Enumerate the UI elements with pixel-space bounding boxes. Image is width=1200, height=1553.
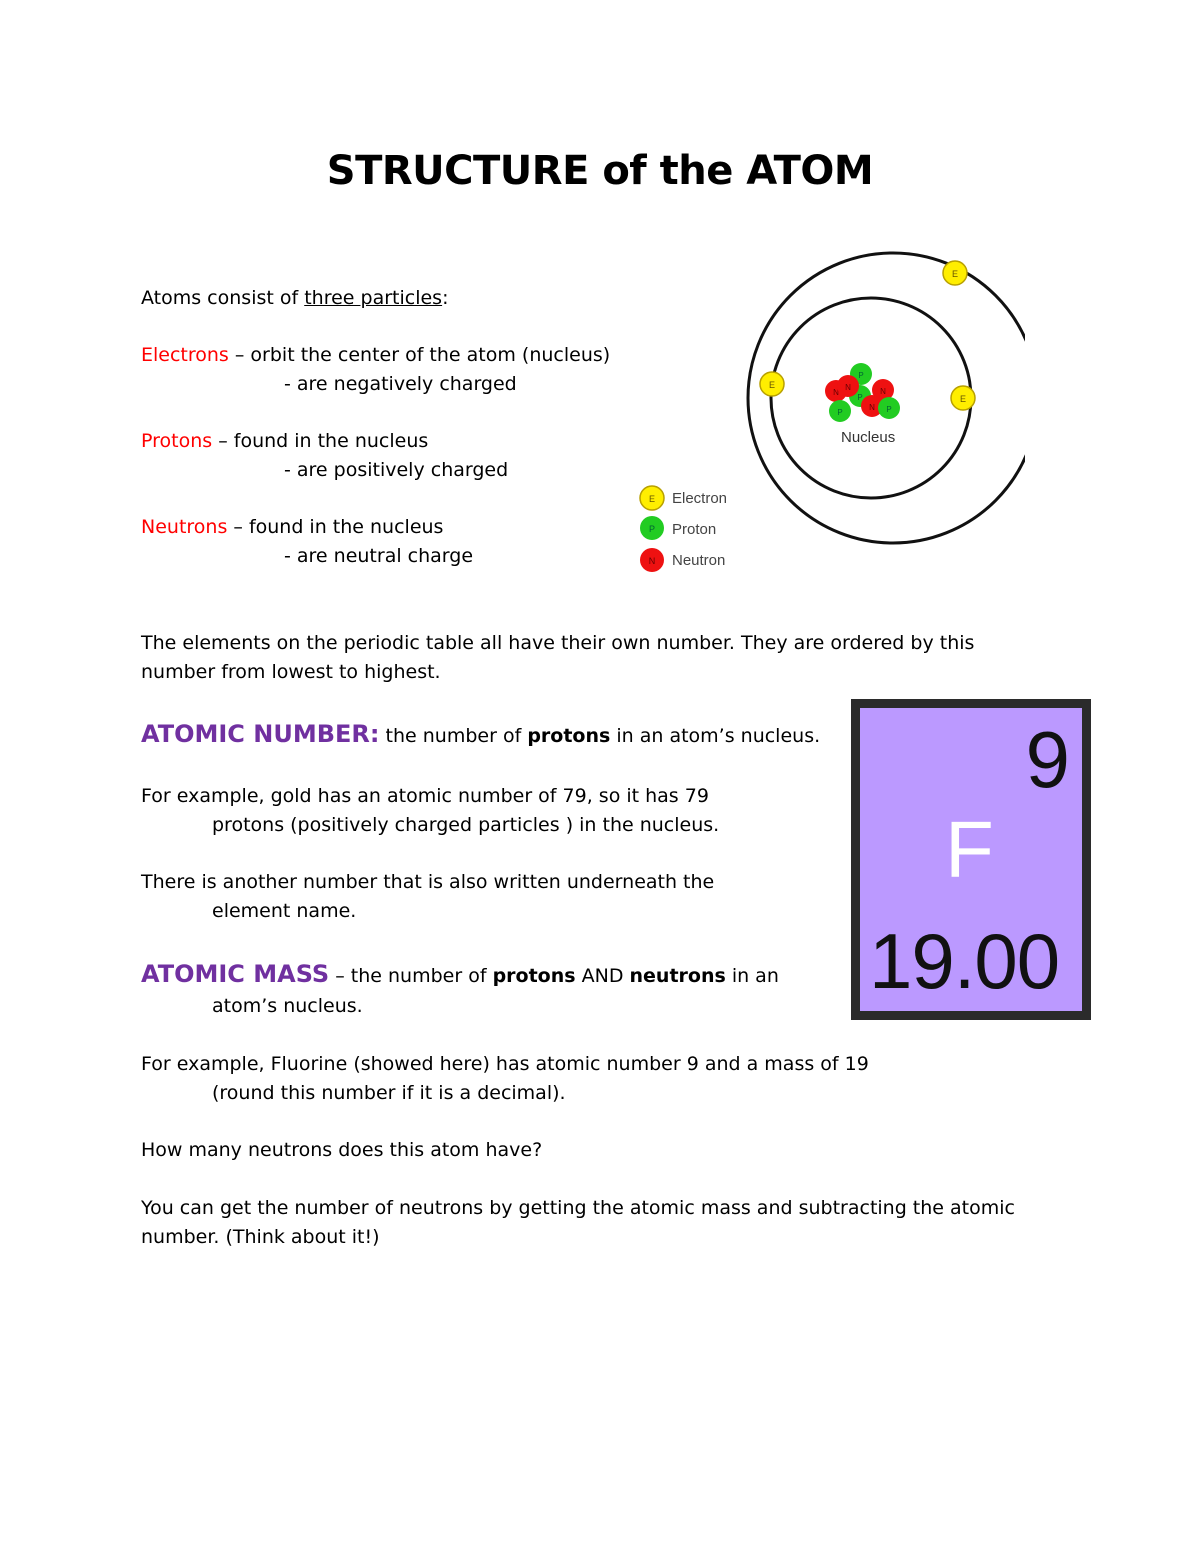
atomic-mass-line2: atom’s nucleus. <box>212 995 363 1017</box>
svg-text:E: E <box>951 269 959 279</box>
svg-text:Proton: Proton <box>672 521 717 538</box>
svg-text:P: P <box>857 393 863 402</box>
neutron-particle <box>837 375 859 397</box>
svg-text:P: P <box>648 524 656 534</box>
protons-term: Protons <box>141 430 213 452</box>
periodic-intro-line2: number from lowest to highest. <box>141 661 441 683</box>
atom-diagram <box>625 238 1025 583</box>
atomic-mass-def-c: AND <box>575 965 630 987</box>
gold-example-line1: For example, gold has an atomic number of 79, so it has 79 <box>141 785 709 807</box>
conclusion-line2: number. (Think about it!) <box>141 1226 380 1248</box>
page-title: STRUCTURE of the ATOM <box>326 148 874 194</box>
neutrons-term: Neutrons <box>141 516 228 538</box>
legend-electron <box>640 486 727 510</box>
another-number-line1: There is another number that is also written underneath the <box>141 871 715 893</box>
intro-text: Atoms consist of <box>141 287 305 309</box>
atomic-mass-def-neutrons: neutrons <box>629 965 726 987</box>
atomic-mass-heading: ATOMIC MASS <box>141 960 330 988</box>
element-atomic-mass: 19.00 <box>869 917 1060 1005</box>
electrons-term: Electrons <box>141 344 229 366</box>
proton-particle <box>829 400 851 422</box>
atomic-mass-def-protons: protons <box>492 965 576 987</box>
electron-particle <box>760 372 784 396</box>
legend-neutron <box>640 548 725 572</box>
gold-example-line2: protons (positively charged particles ) in the nucleus. <box>212 814 720 836</box>
neutrons-definition <box>141 513 443 542</box>
protons-desc: – found in the nucleus <box>212 430 429 452</box>
svg-text:N: N <box>880 387 886 396</box>
svg-text:P: P <box>837 408 843 417</box>
proton-particle <box>878 397 900 419</box>
neutrons-question: How many neutrons does this atom have? <box>141 1139 543 1161</box>
nucleus-label: Nucleus <box>841 429 896 446</box>
diagram-legend <box>640 486 727 572</box>
atomic-mass-def-a: – the number of <box>329 965 493 987</box>
atomic-number-def-a: the number of <box>385 725 528 747</box>
atomic-number-heading: ATOMIC NUMBER: <box>141 720 380 748</box>
atomic-number-definition <box>141 720 820 751</box>
intro-line <box>141 284 449 313</box>
svg-text:E: E <box>768 380 776 390</box>
svg-text:N: N <box>869 403 875 412</box>
conclusion-line1: You can get the number of neutrons by getting the atomic mass and subtracting the atomic <box>141 1197 1015 1219</box>
atomic-number-def-c: in an atom’s nucleus. <box>610 725 821 747</box>
neutrons-charge: - are neutral charge <box>284 545 474 567</box>
neutrons-desc: – found in the nucleus <box>227 516 444 538</box>
electrons-definition <box>141 341 610 370</box>
svg-text:P: P <box>858 371 864 380</box>
svg-text:Neutron: Neutron <box>672 552 726 569</box>
electrons-desc: – orbit the center of the atom (nucleus) <box>228 344 611 366</box>
atomic-mass-def-e: in an <box>725 965 779 987</box>
svg-text:N: N <box>648 556 656 566</box>
protons-charge: - are positively charged <box>284 459 509 481</box>
electron-particle <box>951 386 975 410</box>
intro-colon: : <box>442 287 449 309</box>
svg-text:Electron: Electron <box>672 490 728 507</box>
svg-text:P: P <box>886 405 892 414</box>
electrons-charge: - are negatively charged <box>284 373 517 395</box>
svg-text:N: N <box>833 388 839 397</box>
another-number-line2: element name. <box>212 900 357 922</box>
atomic-mass-definition <box>141 960 779 991</box>
svg-text:N: N <box>845 383 851 392</box>
atomic-number-def-protons: protons <box>527 725 611 747</box>
fluorine-example-line2: (round this number if it is a decimal). <box>212 1082 566 1104</box>
electron-particle <box>943 261 967 285</box>
fluorine-example-line1: For example, Fluorine (showed here) has atomic number 9 and a mass of 19 <box>141 1053 869 1075</box>
element-atomic-number: 9 <box>1025 715 1070 804</box>
element-symbol: F <box>945 805 994 894</box>
svg-text:E: E <box>959 394 967 404</box>
protons-definition <box>141 427 428 456</box>
nucleus <box>825 363 900 422</box>
intro-underlined: three particles <box>304 287 443 309</box>
legend-proton <box>640 516 716 540</box>
periodic-intro-line1: The elements on the periodic table all have their own number. They are ordered by this <box>141 632 975 654</box>
element-tile-fluorine <box>851 699 1091 1020</box>
svg-text:E: E <box>648 494 656 504</box>
